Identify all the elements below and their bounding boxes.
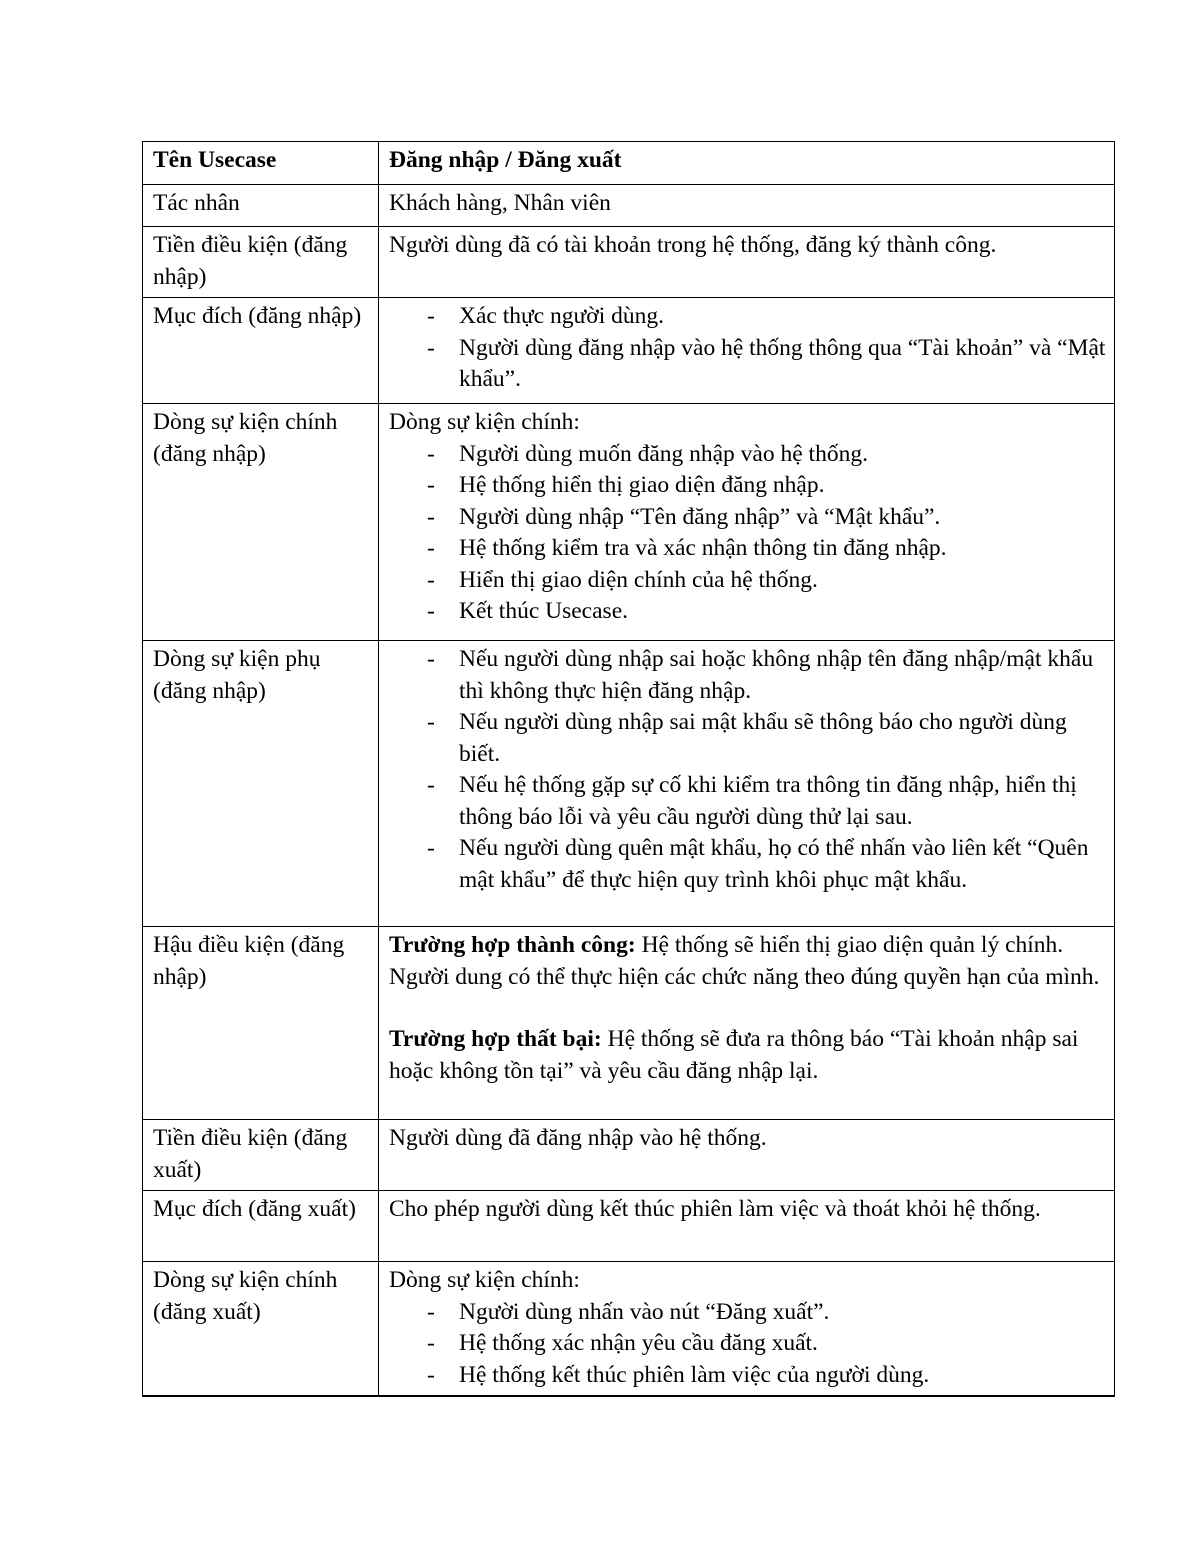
usecase-name-value: Đăng nhập / Đăng xuất [379, 142, 1115, 185]
login-main-flow-label: Dòng sự kiện chính (đăng nhập) [143, 404, 379, 641]
list-item: - Nếu người dùng nhập sai mật khẩu sẽ thông báo cho người dùng biết. [389, 707, 1106, 770]
list-item: - Hiển thị giao diện chính của hệ thống. [389, 565, 1106, 597]
usecase-table [142, 141, 1115, 1397]
success-case-paragraph [389, 930, 1106, 993]
login-precondition-label: Tiền điều kiện (đăng nhập) [143, 227, 379, 298]
table-row-login-precondition [143, 227, 1115, 298]
table-row-login-postcondition [143, 927, 1115, 1120]
list-item: - Người dùng nhấn vào nút “Đăng xuất”. [389, 1297, 1106, 1329]
usecase-name-label: Tên Usecase [143, 142, 379, 185]
list-item: - Kết thúc Usecase. [389, 596, 1106, 628]
login-purpose-cell [379, 298, 1115, 404]
table-row-logout-purpose [143, 1191, 1115, 1262]
logout-main-flow-label: Dòng sự kiện chính (đăng xuất) [143, 1262, 379, 1397]
table-row-logout-precondition [143, 1120, 1115, 1191]
list-item: - Nếu người dùng nhập sai hoặc không nhập tên đăng nhập/mật khẩu thì không thực hiện đăng nhập. [389, 644, 1106, 707]
failure-case-title: Trường hợp thất bại: [389, 1026, 602, 1052]
login-purpose-list [389, 301, 1106, 396]
list-item: - Người dùng muốn đăng nhập vào hệ thống. [389, 439, 1106, 471]
list-item: - Xác thực người dùng. [389, 301, 1106, 333]
list-item: - Hệ thống xác nhận yêu cầu đăng xuất. [389, 1328, 1106, 1360]
table-row-login-purpose [143, 298, 1115, 404]
failure-case-paragraph [389, 1024, 1106, 1087]
table-row-login-main-flow [143, 404, 1115, 641]
list-item: - Hệ thống kiểm tra và xác nhận thông tin đăng nhập. [389, 533, 1106, 565]
logout-precondition-value: Người dùng đã đăng nhập vào hệ thống. [379, 1120, 1115, 1191]
logout-purpose-value: Cho phép người dùng kết thúc phiên làm việc và thoát khỏi hệ thống. [379, 1191, 1115, 1262]
success-case-text: Hệ thống sẽ hiển thị giao diện quản lý chính. Người dung có thể thực hiện các chức năng theo đúng quyền hạn của mình. [389, 932, 1100, 990]
list-item: - Nếu hệ thống gặp sự cố khi kiểm tra thông tin đăng nhập, hiển thị thông báo lỗi và yêu cầu người dùng thử lại sau. [389, 770, 1106, 833]
table-row-logout-main-flow [143, 1262, 1115, 1397]
login-alt-flow-list [389, 644, 1106, 896]
login-main-flow-cell [379, 404, 1115, 641]
login-postcondition-label: Hậu điều kiện (đăng nhập) [143, 927, 379, 1120]
login-purpose-label: Mục đích (đăng nhập) [143, 298, 379, 404]
success-case-title: Trường hợp thành công: [389, 932, 636, 958]
table-row-login-alt-flow [143, 641, 1115, 927]
list-item: - Hệ thống hiển thị giao diện đăng nhập. [389, 470, 1106, 502]
login-main-flow-intro: Dòng sự kiện chính: [389, 409, 580, 435]
list-item: - Hệ thống kết thúc phiên làm việc của người dùng. [389, 1360, 1106, 1392]
logout-precondition-label: Tiền điều kiện (đăng xuất) [143, 1120, 379, 1191]
login-alt-flow-cell [379, 641, 1115, 927]
list-item: - Người dùng nhập “Tên đăng nhập” và “Mật khẩu”. [389, 502, 1106, 534]
login-alt-flow-label: Dòng sự kiện phụ (đăng nhập) [143, 641, 379, 927]
failure-case-text: Hệ thống sẽ đưa ra thông báo “Tài khoản nhập sai hoặc không tồn tại” và yêu cầu đăng nhập lại. [389, 1026, 1079, 1084]
login-precondition-value: Người dùng đã có tài khoản trong hệ thống, đăng ký thành công. [379, 227, 1115, 298]
logout-purpose-label: Mục đích (đăng xuất) [143, 1191, 379, 1262]
actor-value: Khách hàng, Nhân viên [379, 185, 1115, 227]
list-item: - Nếu người dùng quên mật khẩu, họ có thể nhấn vào liên kết “Quên mật khẩu” để thực hiện quy trình khôi phục mật khẩu. [389, 833, 1106, 896]
actor-label: Tác nhân [143, 185, 379, 227]
login-postcondition-cell [379, 927, 1115, 1120]
logout-main-flow-cell [379, 1262, 1115, 1397]
login-main-flow-list [389, 439, 1106, 628]
list-item: - Người dùng đăng nhập vào hệ thống thông qua “Tài khoản” và “Mật khẩu”. [389, 333, 1106, 396]
table-row-actor [143, 185, 1115, 227]
table-row-header [143, 142, 1115, 185]
logout-main-flow-list [389, 1297, 1106, 1392]
logout-main-flow-intro: Dòng sự kiện chính: [389, 1267, 580, 1293]
